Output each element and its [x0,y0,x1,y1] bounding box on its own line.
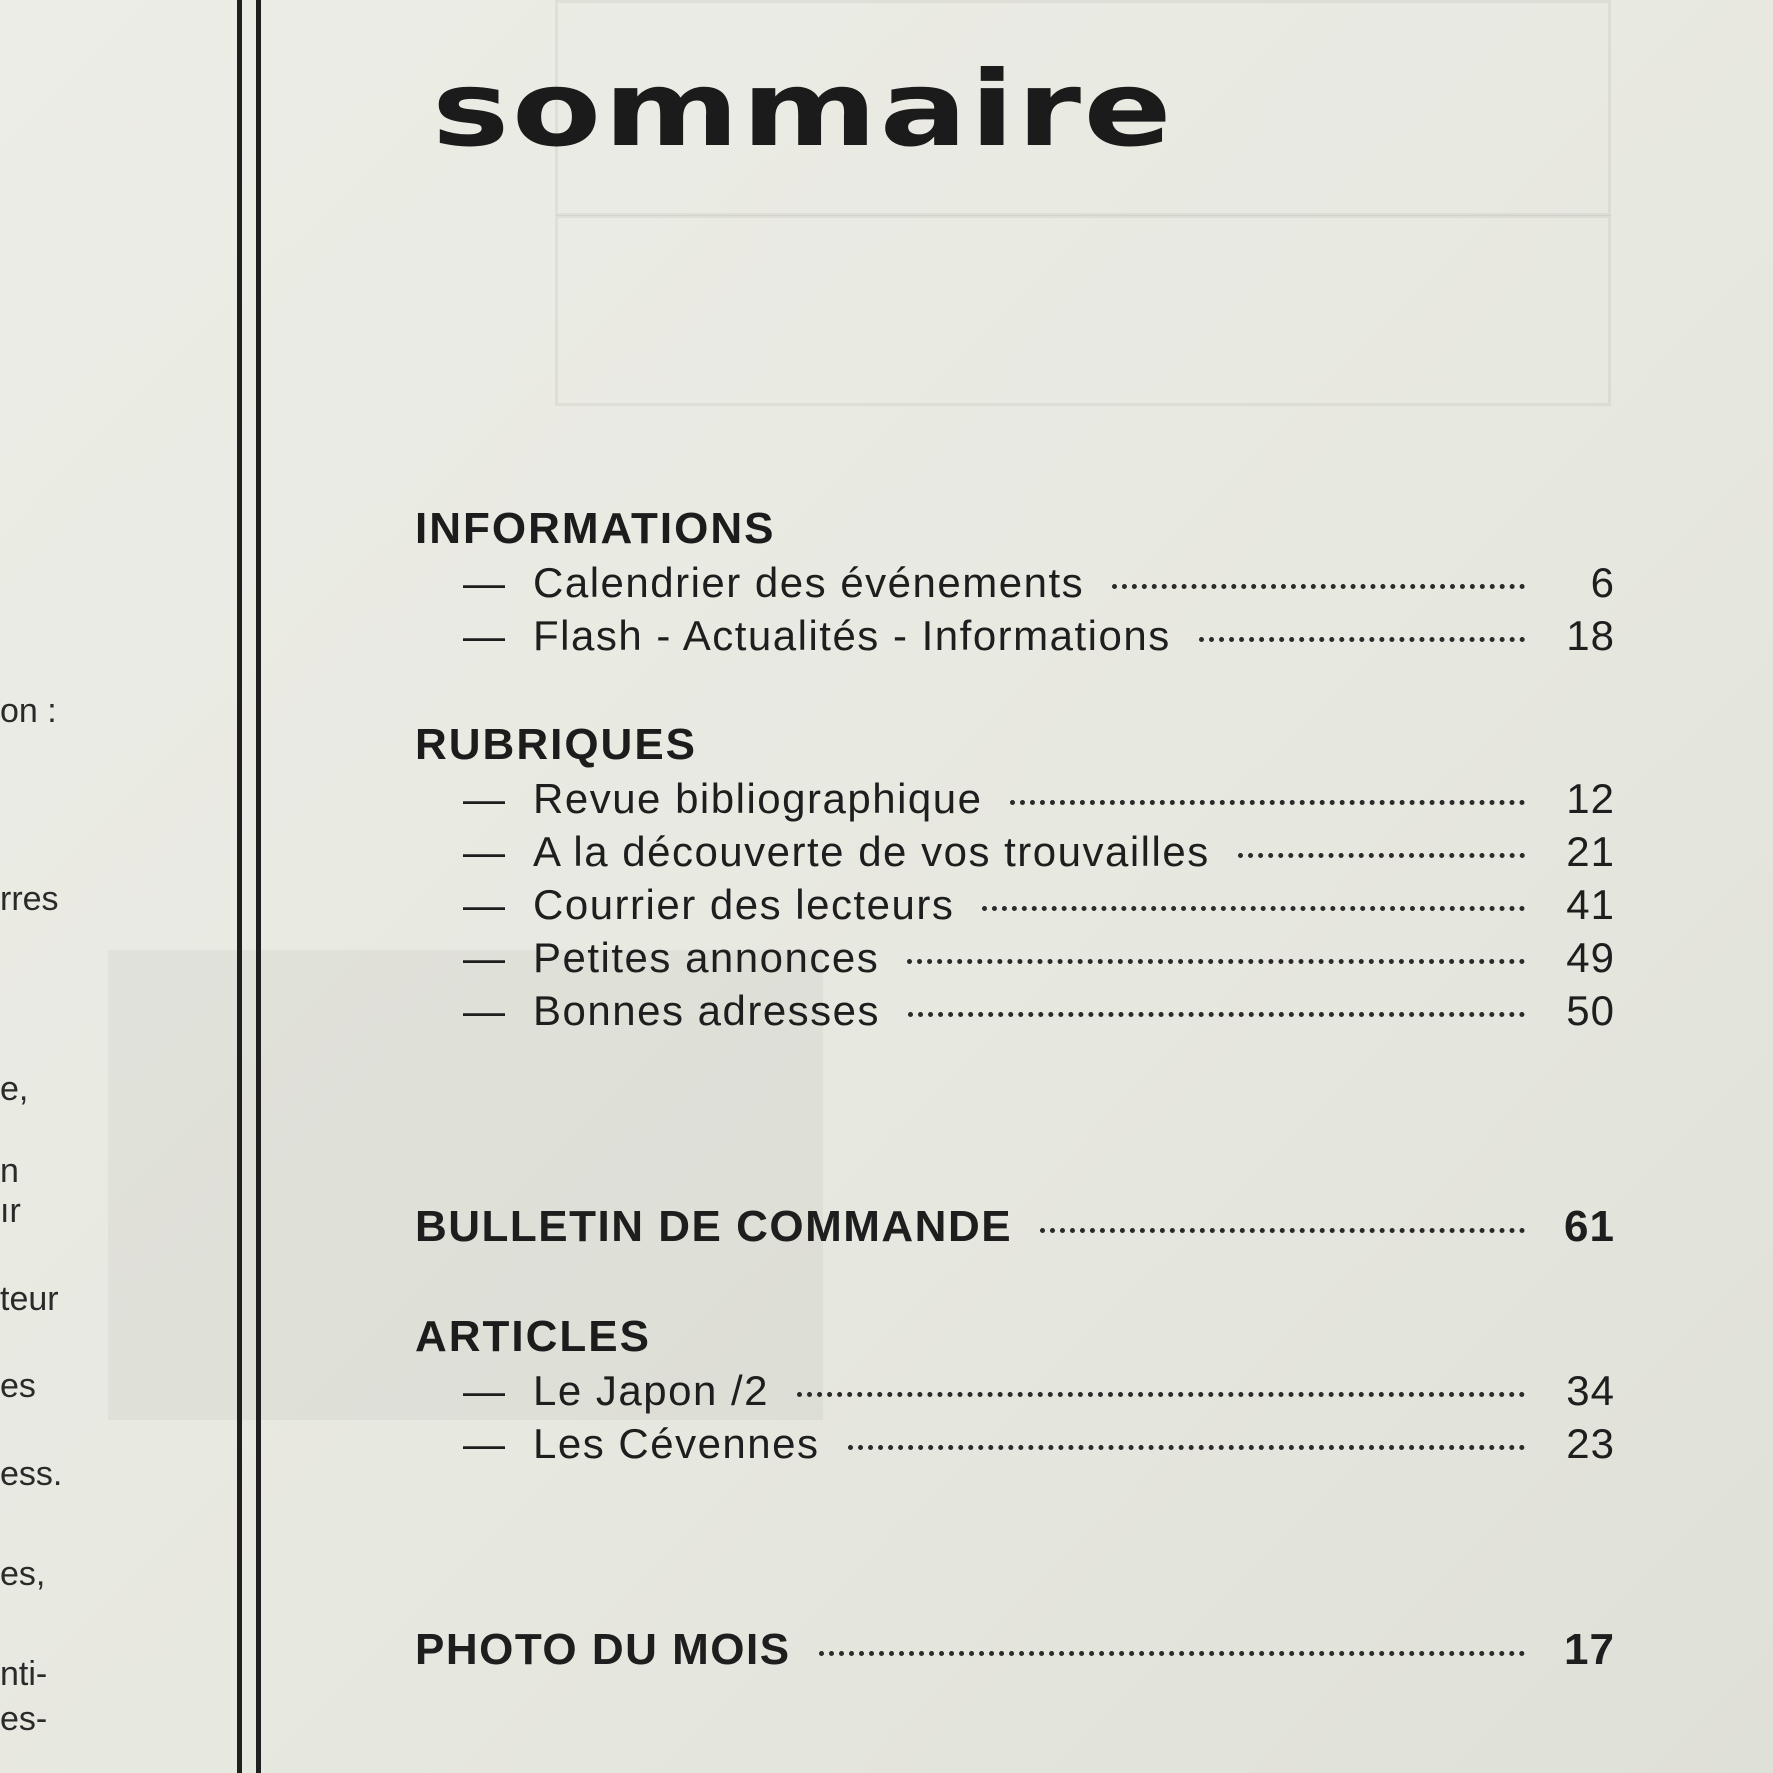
toc-entry[interactable] [415,931,1615,984]
entry-page-number: 12 [1566,775,1615,822]
entry-dash: — [463,828,505,875]
entry-label: Flash - Actualités - Informations [533,612,1171,659]
entry-page-number: 61 [1564,1202,1615,1251]
entry-label: PHOTO DU MOIS [415,1625,791,1674]
entry-page-number: 6 [1590,559,1615,606]
left-column-fragment: ır [0,1192,21,1230]
section-heading: INFORMATIONS [415,504,776,553]
left-column-fragment: teur [0,1280,59,1318]
entry-label: Revue bibliographique [533,775,983,822]
entry-dash: — [463,934,505,981]
left-column-fragment: es- [0,1700,48,1738]
entry-page-number: 34 [1566,1367,1615,1414]
entry-page-number: 50 [1566,987,1615,1034]
bleed-through-box [555,215,1611,406]
dot-leader [1040,1228,1525,1233]
toc-section-informations [415,502,1615,662]
section-heading: RUBRIQUES [415,720,698,769]
dot-leader [819,1651,1525,1656]
left-column-fragment: es, [0,1555,46,1593]
entry-label: Calendrier des événements [533,559,1085,606]
entry-dash: — [463,612,505,659]
entry-label: A la découverte de vos trouvailles [533,828,1210,875]
left-column-fragment: nti- [0,1655,48,1693]
toc-entry[interactable] [415,609,1615,662]
toc-entry[interactable] [415,556,1615,609]
left-column-fragment: ess. [0,1455,63,1493]
entry-page-number: 41 [1566,881,1615,928]
left-column-fragment: rres [0,880,59,918]
entry-dash: — [463,1420,505,1467]
toc-section-articles [415,1310,1615,1470]
toc-heading-entry[interactable] [415,1200,1615,1253]
column-divider [237,0,242,1773]
left-column-fragment: on : [0,692,57,730]
dot-leader [797,1392,1525,1397]
entry-label: Les Cévennes [533,1420,820,1467]
toc-entry[interactable] [415,984,1615,1037]
toc-entry[interactable] [415,1364,1615,1417]
entry-label: Courrier des lecteurs [533,881,955,928]
entry-dash: — [463,1367,505,1414]
entry-page-number: 18 [1566,612,1615,659]
page-title: sommaire [432,48,1175,170]
dot-leader [908,1012,1525,1017]
entry-label: BULLETIN DE COMMANDE [415,1202,1013,1251]
entry-page-number: 49 [1566,934,1615,981]
toc-section-bulletin [415,1200,1615,1253]
entry-label: Petites annonces [533,934,880,981]
entry-dash: — [463,987,505,1034]
dot-leader [848,1445,1525,1450]
dot-leader [1112,584,1525,589]
toc-entry[interactable] [415,878,1615,931]
toc-entry[interactable] [415,772,1615,825]
entry-dash: — [463,775,505,822]
dot-leader [982,906,1525,911]
entry-page-number: 23 [1566,1420,1615,1467]
entry-label: Bonnes adresses [533,987,881,1034]
entry-dash: — [463,881,505,928]
toc-entry[interactable] [415,825,1615,878]
section-heading: ARTICLES [415,1312,651,1361]
dot-leader [1238,853,1525,858]
dot-leader [1010,800,1525,805]
left-column-fragment: e, [0,1070,29,1108]
toc-section-rubriques [415,718,1615,1037]
toc-heading-entry[interactable] [415,1623,1615,1676]
entry-dash: — [463,559,505,606]
left-column-fragment: es [0,1367,36,1405]
toc-section-photo [415,1623,1615,1676]
column-divider [256,0,261,1773]
dot-leader [907,959,1525,964]
entry-page-number: 21 [1566,828,1615,875]
toc-entry[interactable] [415,1417,1615,1470]
dot-leader [1199,637,1525,642]
entry-page-number: 17 [1564,1625,1615,1674]
entry-label: Le Japon /2 [533,1367,770,1414]
left-column-fragment: n [0,1152,19,1190]
